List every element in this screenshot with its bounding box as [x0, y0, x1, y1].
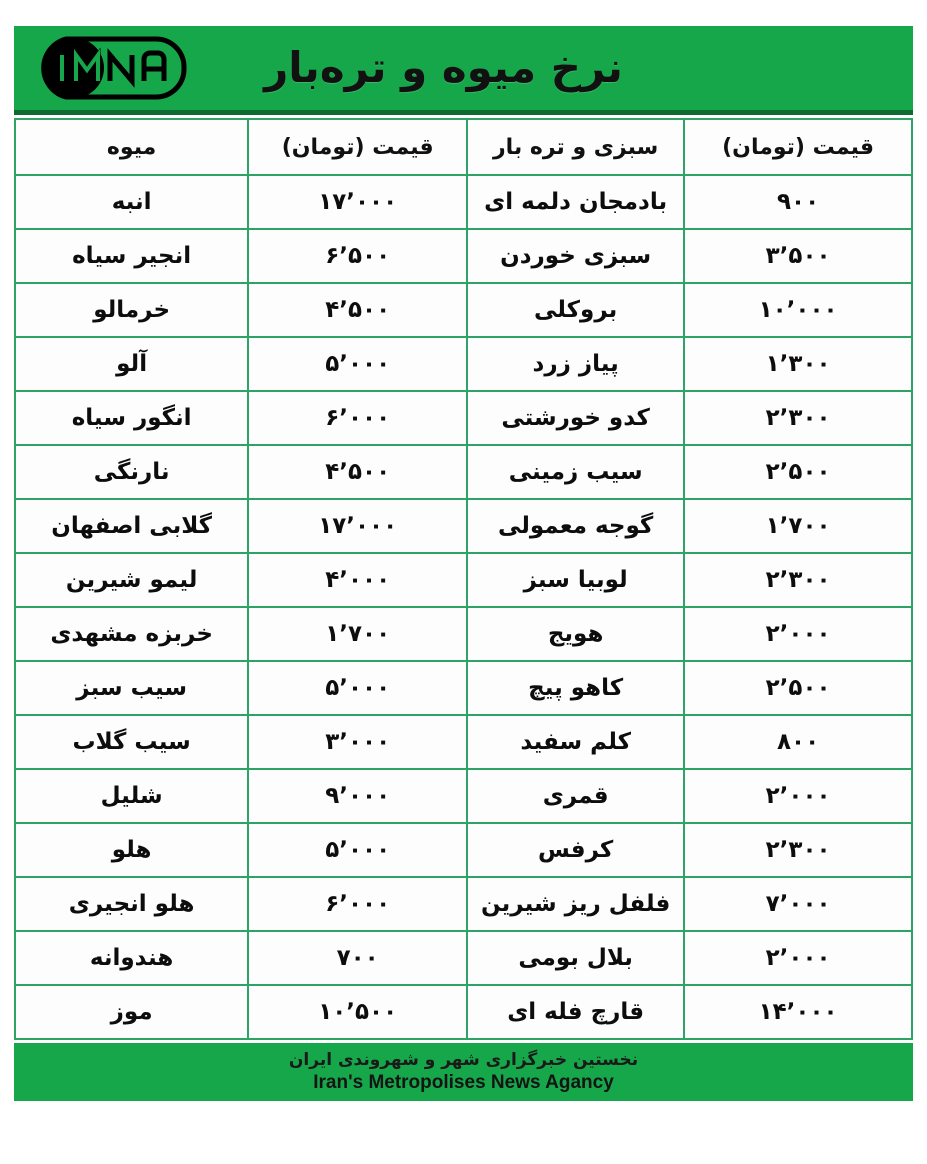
cell-fruit-name: گلابی اصفهان: [15, 499, 248, 553]
column-header-veg-name: سبزی و تره بار: [467, 119, 684, 175]
table-row: [15, 769, 912, 823]
table-row: [15, 931, 912, 985]
table-row: [15, 823, 912, 877]
cell-veg-price: ۷٬۰۰۰: [684, 877, 912, 931]
table-row: [15, 229, 912, 283]
cell-fruit-name: خرمالو: [15, 283, 248, 337]
column-header-fruit-name: میوه: [15, 119, 248, 175]
cell-fruit-name: سیب گلاب: [15, 715, 248, 769]
cell-veg-name: کرفس: [467, 823, 684, 877]
cell-veg-price: ۱۰٬۰۰۰: [684, 283, 912, 337]
header-divider: [14, 110, 913, 115]
cell-fruit-price: ۶٬۵۰۰: [248, 229, 467, 283]
table-row: [15, 445, 912, 499]
cell-fruit-price: ۹٬۰۰۰: [248, 769, 467, 823]
table-row: [15, 391, 912, 445]
footer-tagline-english: Iran's Metropolises News Agancy: [313, 1072, 614, 1093]
table-row: [15, 661, 912, 715]
cell-veg-price: ۱٬۷۰۰: [684, 499, 912, 553]
table-row: [15, 715, 912, 769]
cell-fruit-name: موز: [15, 985, 248, 1039]
cell-veg-name: قارچ فله ای: [467, 985, 684, 1039]
cell-veg-price: ۹۰۰: [684, 175, 912, 229]
cell-veg-name: گوجه معمولی: [467, 499, 684, 553]
cell-fruit-price: ۷۰۰: [248, 931, 467, 985]
cell-fruit-name: لیمو شیرین: [15, 553, 248, 607]
cell-veg-name: کدو خورشتی: [467, 391, 684, 445]
cell-veg-name: کاهو پیچ: [467, 661, 684, 715]
cell-veg-name: بادمجان دلمه ای: [467, 175, 684, 229]
price-table: [14, 118, 913, 1040]
cell-fruit-name: آلو: [15, 337, 248, 391]
cell-fruit-name: شلیل: [15, 769, 248, 823]
cell-veg-name: لوبیا سبز: [467, 553, 684, 607]
footer-banner: [14, 1043, 913, 1101]
cell-veg-price: ۲٬۵۰۰: [684, 445, 912, 499]
cell-fruit-price: ۵٬۰۰۰: [248, 661, 467, 715]
cell-veg-price: ۳٬۵۰۰: [684, 229, 912, 283]
table-row: [15, 985, 912, 1039]
cell-fruit-price: ۴٬۰۰۰: [248, 553, 467, 607]
cell-veg-price: ۱٬۳۰۰: [684, 337, 912, 391]
cell-fruit-name: هلو: [15, 823, 248, 877]
cell-fruit-price: ۶٬۰۰۰: [248, 877, 467, 931]
page-title: نرخ میوه و تره‌بار: [264, 43, 623, 92]
column-header-fruit-price: قیمت (تومان): [248, 119, 467, 175]
cell-fruit-price: ۵٬۰۰۰: [248, 337, 467, 391]
cell-fruit-price: ۱۷٬۰۰۰: [248, 499, 467, 553]
column-header-veg-price: قیمت (تومان): [684, 119, 912, 175]
cell-veg-name: سبزی خوردن: [467, 229, 684, 283]
cell-fruit-name: سیب سبز: [15, 661, 248, 715]
cell-veg-price: ۲٬۵۰۰: [684, 661, 912, 715]
cell-fruit-price: ۴٬۵۰۰: [248, 283, 467, 337]
cell-veg-name: بروکلی: [467, 283, 684, 337]
cell-veg-name: بلال بومی: [467, 931, 684, 985]
cell-veg-name: فلفل ریز شیرین: [467, 877, 684, 931]
cell-fruit-name: هلو انجیری: [15, 877, 248, 931]
table-row: [15, 499, 912, 553]
cell-fruit-name: نارنگی: [15, 445, 248, 499]
cell-fruit-name: هندوانه: [15, 931, 248, 985]
cell-fruit-price: ۴٬۵۰۰: [248, 445, 467, 499]
cell-fruit-name: خربزه مشهدی: [15, 607, 248, 661]
table-header-row: [15, 119, 912, 175]
cell-veg-price: ۲٬۳۰۰: [684, 553, 912, 607]
imna-logo-icon: [26, 31, 192, 105]
cell-fruit-price: ۱٬۷۰۰: [248, 607, 467, 661]
cell-veg-price: ۸۰۰: [684, 715, 912, 769]
cell-fruit-name: انبه: [15, 175, 248, 229]
cell-veg-price: ۲٬۰۰۰: [684, 607, 912, 661]
cell-veg-name: هویج: [467, 607, 684, 661]
cell-veg-name: پیاز زرد: [467, 337, 684, 391]
cell-fruit-name: انجیر سیاه: [15, 229, 248, 283]
cell-veg-price: ۲٬۰۰۰: [684, 931, 912, 985]
cell-fruit-price: ۵٬۰۰۰: [248, 823, 467, 877]
cell-fruit-name: انگور سیاه: [15, 391, 248, 445]
cell-veg-name: کلم سفید: [467, 715, 684, 769]
table-row: [15, 175, 912, 229]
footer-tagline-persian: نخستین خبرگزاری شهر و شهروندی ایران: [288, 1050, 639, 1070]
cell-veg-price: ۱۴٬۰۰۰: [684, 985, 912, 1039]
table-row: [15, 337, 912, 391]
cell-veg-price: ۲٬۳۰۰: [684, 391, 912, 445]
cell-veg-price: ۲٬۰۰۰: [684, 769, 912, 823]
cell-fruit-price: ۱۷٬۰۰۰: [248, 175, 467, 229]
table-row: [15, 553, 912, 607]
table-row: [15, 283, 912, 337]
price-list-infographic: [0, 26, 927, 1164]
cell-fruit-price: ۱۰٬۵۰۰: [248, 985, 467, 1039]
cell-fruit-price: ۳٬۰۰۰: [248, 715, 467, 769]
cell-fruit-price: ۶٬۰۰۰: [248, 391, 467, 445]
cell-veg-price: ۲٬۳۰۰: [684, 823, 912, 877]
table-row: [15, 607, 912, 661]
header-banner: [14, 26, 913, 110]
table-row: [15, 877, 912, 931]
cell-veg-name: قمری: [467, 769, 684, 823]
cell-veg-name: سیب زمینی: [467, 445, 684, 499]
